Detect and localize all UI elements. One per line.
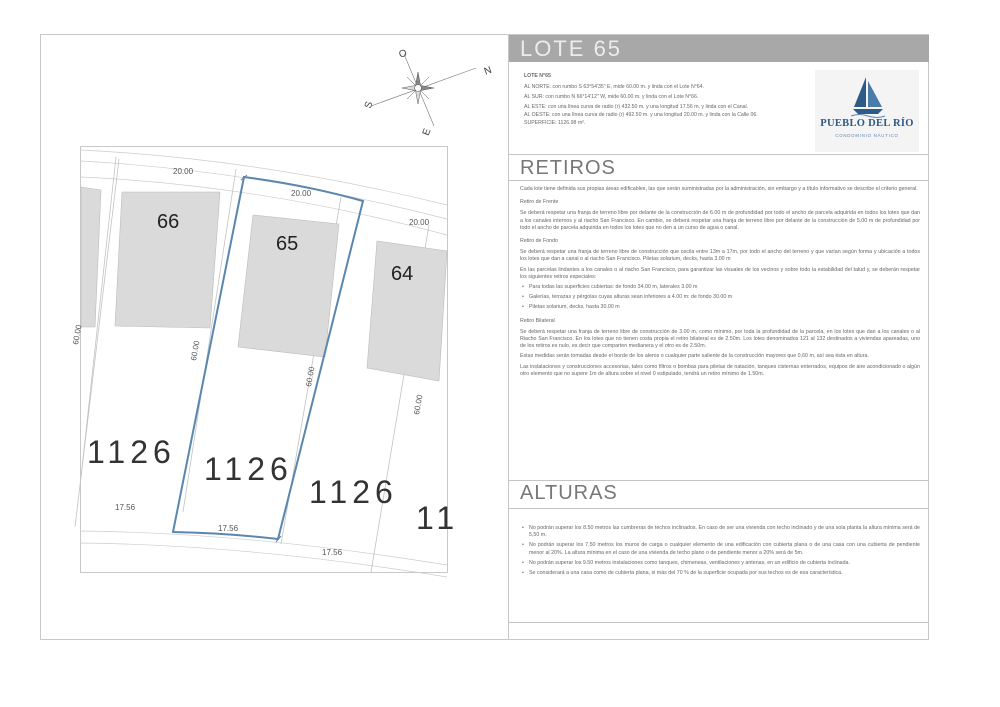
list-item: • Piletas solarium, decks, hasta 30.00 m [520,304,920,311]
retiros-body [520,186,920,381]
page-title: LOTE 65 [520,36,623,61]
retiro-bilateral-text-2: Estas medidas serán tomadas desde el borde de los aleros o cualquier parte saliente de la construcción mayores que 0,60 m, así sea ésta en altura. [520,353,869,360]
list-item: • No podrán superar los 9.50 metros instalaciones como tanques, chimeneas, ventilaciones y antenas, en un edificio de cubierta inclinada. [520,560,920,567]
dim-back-64: 17.56 [322,548,343,557]
area-label-66: 1126 [87,434,176,470]
dim-side-65-left: 60.00 [189,340,202,362]
site-plan [71,146,460,573]
lot-description [524,72,809,128]
retiro-bilateral-text-3: Las instalaciones y construcciones accesorias, tales como filtros o bombas para piletas de natación, tanques cisternas enterrados, equipos de aire acondicionado o algún otro elemento que no supere 1m de altura sobre el nivel 0 estipulado, tendrá un retiro mínimo de 1.50m. [520,363,920,377]
list-item: • Se considerará a una casa como de cubierta plana, si más del 70 % de la superficie ocupada por sus techos es de esa característica. [520,570,920,577]
lot-este: AL ESTE: con una línea curva de radio (r) 432.50 m. y una longitud 17.56 m. y linda con el Canal. [524,104,749,111]
alturas-top-rule [509,480,929,481]
brand-name: PUEBLO DEL RÍO [820,118,914,129]
lot-norte: AL NORTE: con rumbo S 63°54'35" E, mide 60.00 m. y linda con el Lote N°64. [524,84,704,91]
retiro-frente-text: Se deberá respetar una franja de terreno libre por delante de la construcción de 6.00 m de profundidad por todo el ancho de parcela adquirida en todos los lotes que dan a los canales internos y al riacho San Francisco. En cambio, se deberá respetar una franja de terreno libre por delante de la construcción de 5.00 m de profundidad por todo el ancho de parcela adquirida en todos los lotes que no den a un curso de agua o canal. [520,210,920,231]
area-label-64: 1126 [309,474,398,510]
dim-front-65: 20.00 [291,189,312,198]
lot-number-64: 64 [391,263,414,285]
retiros-intro: Cada lote tiene definida sus propias áreas edificables, las que serán suministradas por la administración, sin embargo y a título informativo se describe el criterio general. [520,186,918,192]
lot-64-building-area [367,241,447,381]
dim-back-65: 17.56 [218,524,239,533]
sailboat-icon [851,75,885,117]
alturas-list [520,525,920,577]
page-divider [508,34,509,640]
retiros-title: RETIROS [520,157,616,179]
compass-e-label: E [420,127,434,138]
retiro-fondo-text-1: Se deberá respetar una franja de terreno libre de construcción que oscila entre 13m a 17m, por todo el ancho del terreno y que varían según forma y ubicación a todos los lotes que dan a canal o al riacho San Francisco. Piletas solarium, decks, hasta 3.00 m [520,249,920,263]
compass-s-label: S [362,100,376,111]
lot-sur: AL SUR: con rumbo N 66°14'12" W, mide 60.00 m. y linda con el Lote N°66. [524,94,699,101]
retiro-frente-title: Retiro de Frente [520,199,559,206]
list-item: • No podrán superar los 8.50 metros las cumbreras de techos inclinados. En caso de ser una vivienda con techo inclinado y de una sola planta la altura mínima será de 5,50 m. [520,525,920,539]
alturas-bottom-rule [509,508,929,509]
retiro-bilateral-title: Retiro Bilateral [520,317,555,324]
lot-left-building-area [81,187,101,327]
lot-number-66: 66 [157,211,180,233]
retiro-fondo-list [520,284,920,312]
retiro-fondo-title: Retiro de Fondo [520,238,558,245]
retiros-top-rule [509,154,929,155]
area-label-63: 11 [416,500,460,536]
compass-o-label: O [397,47,409,61]
dim-front-64: 20.00 [409,218,430,227]
dim-side-65-right: 60.00 [304,366,317,388]
retiros-bottom-rule [509,180,929,181]
lot-number-65: 65 [276,233,299,255]
list-item: • Galerías, terrazas y pérgolas cuyas alturas sean inferiores a 4.00 m: de fondo 30.00 m [520,294,920,301]
alturas-body [520,525,920,580]
alturas-title: ALTURAS [520,482,618,504]
page-bottom-rule [509,622,929,623]
list-item: • No podrán superar los 7,50 metros los muros de carga o cualquier elemento de una edificación con cubierta plana o de una casa con una cubierta de pendiente menor al 20%. La altura mínima en el caso de una vivienda de techo plano o de pendiente menor a 20% será de 5m. [520,542,920,556]
lot-superficie: SUPERFICIE: 1126.98 m². [524,120,586,127]
lot-heading: LOTE N°65 [524,73,551,79]
lot-oeste: AL OESTE: con una línea curva de radio (r) 492.50 m. y una longitud 20.00 m. y linda con la Calle 06. [524,112,758,119]
dim-side-left: 60.00 [71,324,84,346]
dim-front-66: 20.00 [173,167,194,176]
list-item: • Para todas las superficies cubiertas: de fondo 34.00 m, laterales 3.00 m [520,284,920,291]
retiro-fondo-text-2: En las parcelas lindantes a los canales o al riacho San Francisco, para garantizar las visuales de los vecinos y sobre todo la estabilidad del talud y, se deberán respetar los siguientes retiros especiales: [520,266,920,280]
compass-rose [358,46,498,136]
brand-subtitle: CONDOMINIO NÁUTICO [835,133,899,138]
brand-logo [815,70,919,152]
dim-side-64-right: 60.00 [412,394,425,416]
area-label-65: 1126 [204,451,293,487]
retiro-bilateral-text-1: Se deberá respetar una franja de terreno libre de construcción de 3.00 m, como mínimo, por toda la profundidad de la parcela, en los lotes que dan a los canales o al Riacho San Francisco. En los lotes que no tienen costa propia el retiro bilateral es de 2.50m. Los lotes denominados 121 al 132 destinados a viviendas apareadas, uno de los retiros es nulo, es decir que comparten medianera y el otro es de 2.50m. [520,328,920,350]
dim-back-66: 17.56 [115,503,136,512]
compass-n-label: N [482,64,494,78]
